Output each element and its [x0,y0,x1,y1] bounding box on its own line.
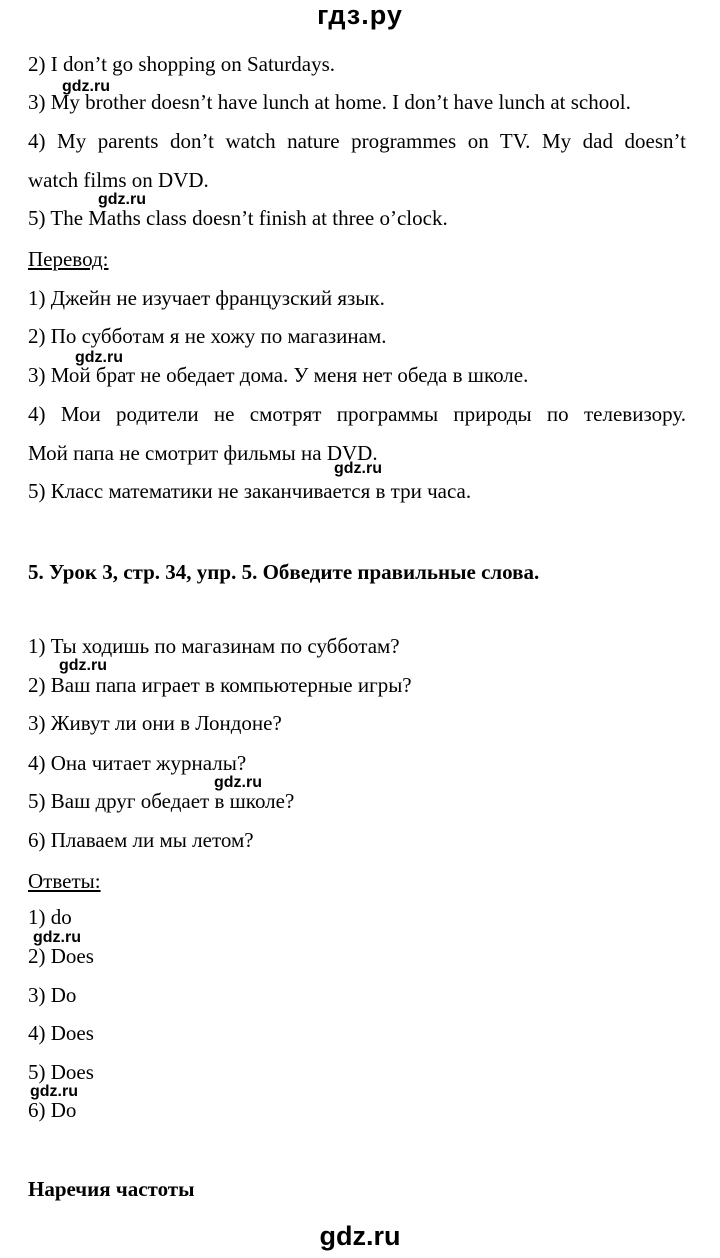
watermark: gdz.ru [30,1083,78,1100]
answer-line: 1) do [28,905,72,929]
answer-line: 4) Does [28,1021,94,1045]
translation-heading: Перевод: [28,247,109,271]
question-line: 5) Ваш друг обедает в школе? [28,789,295,813]
page-header-title: гдз.ру [317,0,403,30]
question-line: 1) Ты ходишь по магазинам по субботам? [28,634,400,658]
watermark: gdz.ru [75,349,123,366]
next-section-title: Наречия частоты [28,1177,195,1201]
question-line: 2) Ваш папа играет в компьютерные игры? [28,673,412,697]
translation-line: Мой папа не смотрит фильмы на DVD. [28,441,378,465]
watermark: gdz.ru [62,78,110,95]
translation-line: 1) Джейн не изучает французский язык. [28,286,385,310]
page-footer-watermark: gdz.ru [319,1221,401,1251]
question-line: 6) Плаваем ли мы летом? [28,828,254,852]
translation-line: 2) По субботам я не хожу по магазинам. [28,324,387,348]
watermark: gdz.ru [98,191,146,208]
english-line: watch films on DVD. [28,168,209,192]
translation-line: 4) Мои родители не смотрят программы природы по телевизору. [28,402,686,426]
answer-line: 2) Does [28,944,94,968]
translation-line: 3) Мой брат не обедает дома. У меня нет обеда в школе. [28,363,529,387]
translation-line: 5) Класс математики не заканчивается в три часа. [28,479,472,503]
english-line: 5) The Maths class doesn’t finish at three o’clock. [28,206,448,230]
watermark: gdz.ru [59,657,107,674]
answer-line: 3) Do [28,983,77,1007]
answers-heading: Ответы: [28,869,101,893]
answer-line: 5) Does [28,1060,94,1084]
watermark: gdz.ru [214,774,262,791]
question-line: 4) Она читает журналы? [28,751,247,775]
english-line: 4) My parents don’t watch nature programmes on TV. My dad doesn’t [28,129,686,153]
question-line: 3) Живут ли они в Лондоне? [28,711,282,735]
answer-line: 6) Do [28,1098,77,1122]
watermark: gdz.ru [334,460,382,477]
english-line: 3) My brother doesn’t have lunch at home. I don’t have lunch at school. [28,90,631,114]
english-line: 2) I don’t go shopping on Saturdays. [28,52,336,76]
exercise-title: 5. Урок 3, стр. 34, упр. 5. Обведите правильные слова. [28,560,540,584]
watermark: gdz.ru [33,929,81,946]
